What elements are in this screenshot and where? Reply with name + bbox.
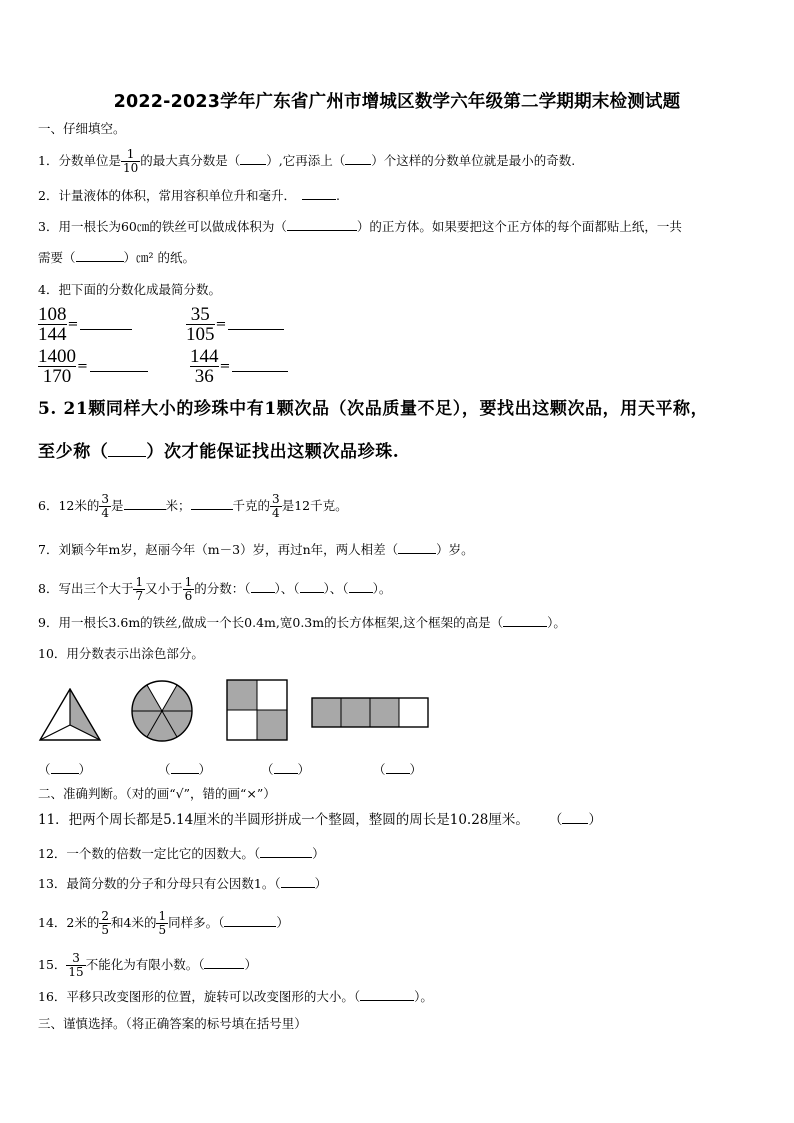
answer-blank[interactable]: [90, 361, 148, 372]
answer-blank[interactable]: [287, 218, 357, 231]
square-grid-figure: [226, 679, 288, 741]
answer-blank[interactable]: [240, 152, 266, 165]
answer-blank[interactable]: [124, 497, 166, 510]
q4-fraction-1: 108 144 =: [38, 305, 132, 344]
q4-fraction-3: 1400 170 =: [38, 347, 148, 386]
answer-blank[interactable]: [360, 988, 414, 1001]
answer-blank[interactable]: [503, 614, 547, 627]
q10-answer-4: （ ）: [373, 762, 423, 777]
question-6: 6．12米的 $\frac{3}{4}$ 是 米； 千克的 $\frac{3}{4}$ 是12千克。: [38, 492, 348, 520]
answer-blank[interactable]: [251, 580, 275, 593]
section-2-heading: 二、准确判断。（对的画“√”，错的画“×”）: [38, 786, 276, 801]
q10-answer-1: （ ）: [38, 762, 92, 777]
question-5-line-2: 至少称（ ）次才能保证找出这颗次品珍珠.: [38, 442, 400, 462]
answer-blank[interactable]: [562, 811, 588, 824]
question-1: 1．分数单位是 $\frac{1}{10}$ 的最大真分数是（ ）,它再添上（ ）个这样的分数单位就是最小的奇数.: [38, 147, 576, 175]
q4-fraction-2: 35 105 =: [186, 305, 284, 344]
question-11: 11．把两个周长都是5.14厘米的半圆形拼成一个整圆，整圆的周长是10.28厘米。 （ ）: [38, 812, 602, 828]
answer-blank[interactable]: [302, 187, 336, 200]
q10-answer-3: （ ）: [261, 762, 311, 777]
q10-answer-2: （ ）: [158, 762, 212, 777]
fraction-1-10: $\frac{1}{10}$: [122, 147, 139, 175]
section-3-heading: 三、谨慎选择。（将正确答案的标号填在括号里）: [38, 1016, 307, 1031]
question-14: 14．2米的 $\frac{2}{5}$ 和4米的 $\frac{1}{5}$ 同样多。（ ）: [38, 909, 289, 937]
q4-fraction-4: 144 36 =: [190, 347, 288, 386]
question-7: 7．刘颖今年m岁，赵丽今年（m－3）岁，再过n年，两人相差（ ）岁。: [38, 542, 474, 557]
answer-blank[interactable]: [108, 440, 146, 457]
rectangle-strip-figure: [311, 697, 429, 728]
answer-blank[interactable]: [260, 845, 312, 858]
answer-blank[interactable]: [76, 249, 124, 262]
answer-blank[interactable]: [398, 541, 436, 554]
question-8: 8．写出三个大于 $\frac{1}{7}$ 又小于 $\frac{1}{6}$ 的分数：（ ）、（ ）、（ ）。: [38, 575, 392, 603]
answer-blank[interactable]: [232, 361, 288, 372]
question-10: 10．用分数表示出涂色部分。: [38, 646, 204, 661]
triangle-figure: [38, 688, 102, 742]
question-16: 16．平移只改变图形的位置，旋转可以改变图形的大小。（ ）。: [38, 989, 433, 1004]
answer-blank[interactable]: [228, 319, 284, 330]
section-1-heading: 一、仔细填空。: [38, 121, 126, 136]
page-title: 2022-2023学年广东省广州市增城区数学六年级第二学期期末检测试题: [113, 92, 681, 112]
answer-blank[interactable]: [224, 914, 276, 927]
question-13: 13．最简分数的分子和分母只有公因数1。（ ）: [38, 876, 328, 891]
question-3-line-2: 需要（ ）㎝² 的纸。: [38, 250, 196, 265]
question-9: 9．用一根长3.6m的铁丝,做成一个长0.4m,宽0.3m的长方体框架,这个框架的高是（ ）。: [38, 615, 566, 630]
answer-blank[interactable]: [80, 319, 132, 330]
question-5-line-1: 5. 21颗同样大小的珍珠中有1颗次品（次品质量不足），要找出这颗次品，用天平称，: [38, 399, 709, 419]
answer-blank[interactable]: [191, 497, 233, 510]
question-15: 15． $\frac{3}{15}$ 不能化为有限小数。（ ）: [38, 951, 257, 979]
answer-blank[interactable]: [300, 580, 324, 593]
question-3-line-1: 3．用一根长为60㎝的铁丝可以做成体积为（ ）的正方体。如果要把这个正方体的每个面都贴上纸，一共: [38, 219, 682, 234]
answer-blank[interactable]: [345, 152, 371, 165]
circle-figure: [131, 680, 193, 742]
answer-blank[interactable]: [281, 875, 315, 888]
answer-blank[interactable]: [204, 956, 244, 969]
answer-blank[interactable]: [349, 580, 373, 593]
question-2: 2．计量液体的体积，常用容积单位升和毫升． .: [38, 188, 340, 203]
question-4: 4．把下面的分数化成最简分数。: [38, 282, 221, 297]
question-12: 12．一个数的倍数一定比它的因数大。（ ）: [38, 846, 325, 861]
